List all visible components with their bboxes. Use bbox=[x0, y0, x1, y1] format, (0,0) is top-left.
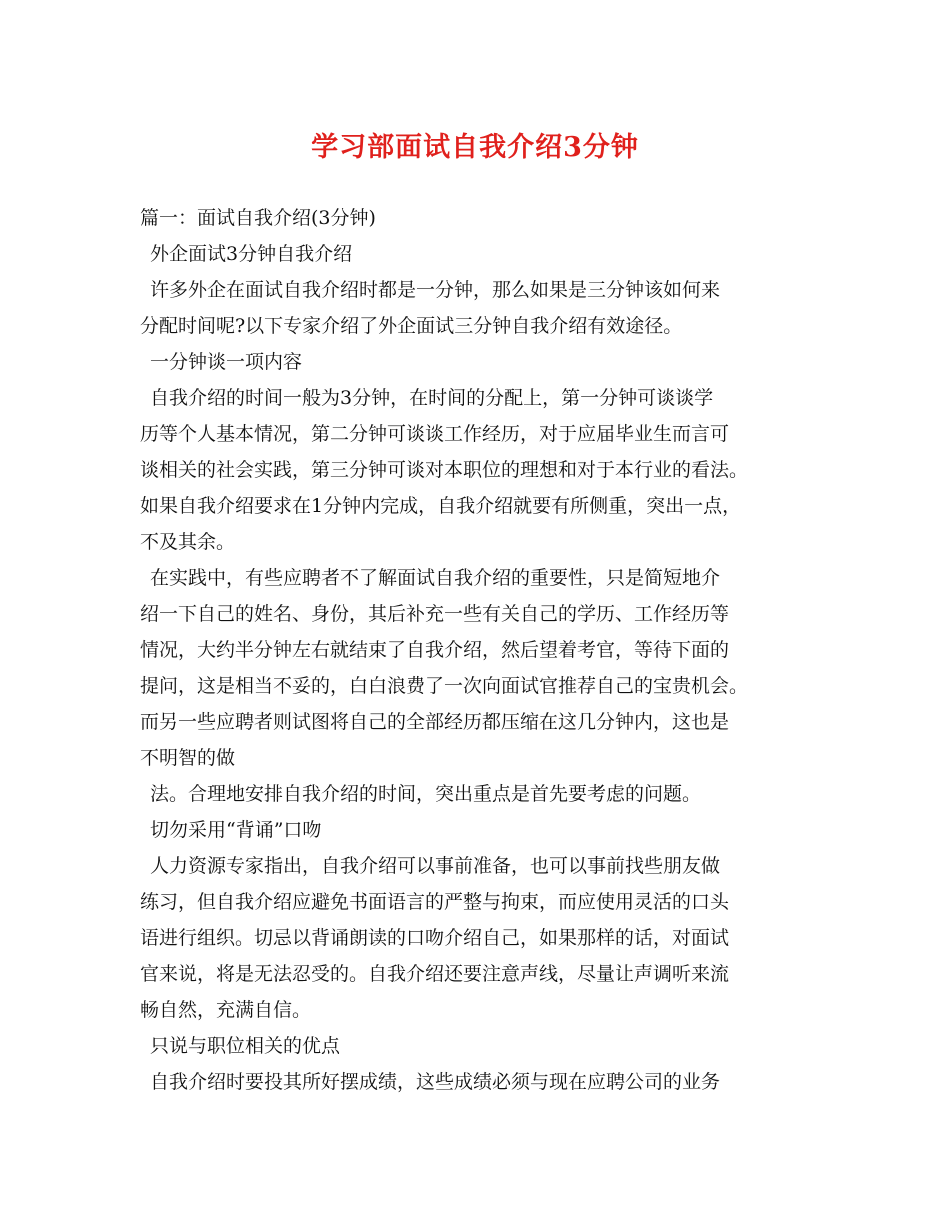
body-line: 情况，大约半分钟左右就结束了自我介绍，然后望着考官，等待下面的 bbox=[140, 639, 730, 661]
body-line: 篇一：面试自我介绍(3分钟) bbox=[140, 207, 376, 229]
body-line: 谈相关的社会实践，第三分钟可谈对本职位的理想和对于本行业的看法。 bbox=[140, 459, 749, 481]
body-line: 官来说，将是无法忍受的。自我介绍还要注意声线，尽量让声调听来流 bbox=[140, 963, 730, 985]
body-line: 外企面试3分钟自我介绍 bbox=[150, 243, 353, 265]
body-line: 切勿采用“背诵”口吻 bbox=[150, 819, 322, 841]
body-line: 一分钟谈一项内容 bbox=[150, 351, 303, 373]
body-line: 语进行组织。切忌以背诵朗读的口吻介绍自己，如果那样的话，对面试 bbox=[140, 927, 730, 949]
body-line: 不明智的做 bbox=[140, 747, 236, 769]
body-line: 自我介绍的时间一般为3分钟，在时间的分配上，第一分钟可谈谈学 bbox=[150, 387, 714, 409]
body-line: 在实践中，有些应聘者不了解面试自我介绍的重要性，只是简短地介 bbox=[150, 567, 721, 589]
body-line: 如果自我介绍要求在1分钟内完成，自我介绍就要有所侧重，突出一点， bbox=[140, 495, 742, 517]
body-line: 历等个人基本情况，第二分钟可谈谈工作经历，对于应届毕业生而言可 bbox=[140, 423, 730, 445]
body-line: 自我介绍时要投其所好摆成绩，这些成绩必须与现在应聘公司的业务 bbox=[150, 1071, 721, 1093]
body-line: 绍一下自己的姓名、身份，其后补充一些有关自己的学历、工作经历等 bbox=[140, 603, 730, 625]
body-line: 分配时间呢?以下专家介绍了外企面试三分钟自我介绍有效途径。 bbox=[140, 315, 683, 337]
body-line: 练习，但自我介绍应避免书面语言的严整与拘束，而应使用灵活的口头 bbox=[140, 891, 730, 913]
body-line: 而另一些应聘者则试图将自己的全部经历都压缩在这几分钟内，这也是 bbox=[140, 711, 730, 733]
body-line: 只说与职位相关的优点 bbox=[150, 1035, 341, 1057]
body-line: 许多外企在面试自我介绍时都是一分钟，那么如果是三分钟该如何来 bbox=[150, 279, 721, 301]
body-line: 法。合理地安排自我介绍的时间，突出重点是首先要考虑的问题。 bbox=[150, 783, 702, 805]
body-line: 人力资源专家指出，自我介绍可以事前准备，也可以事前找些朋友做 bbox=[150, 855, 721, 877]
document-title: 学习部面试自我介绍3分钟 bbox=[311, 132, 639, 163]
body-line: 畅自然，充满自信。 bbox=[140, 999, 312, 1021]
body-line: 不及其余。 bbox=[140, 531, 236, 553]
body-line: 提问，这是相当不妥的，白白浪费了一次向面试官推荐自己的宝贵机会。 bbox=[140, 675, 749, 697]
document-body bbox=[140, 200, 830, 1100]
